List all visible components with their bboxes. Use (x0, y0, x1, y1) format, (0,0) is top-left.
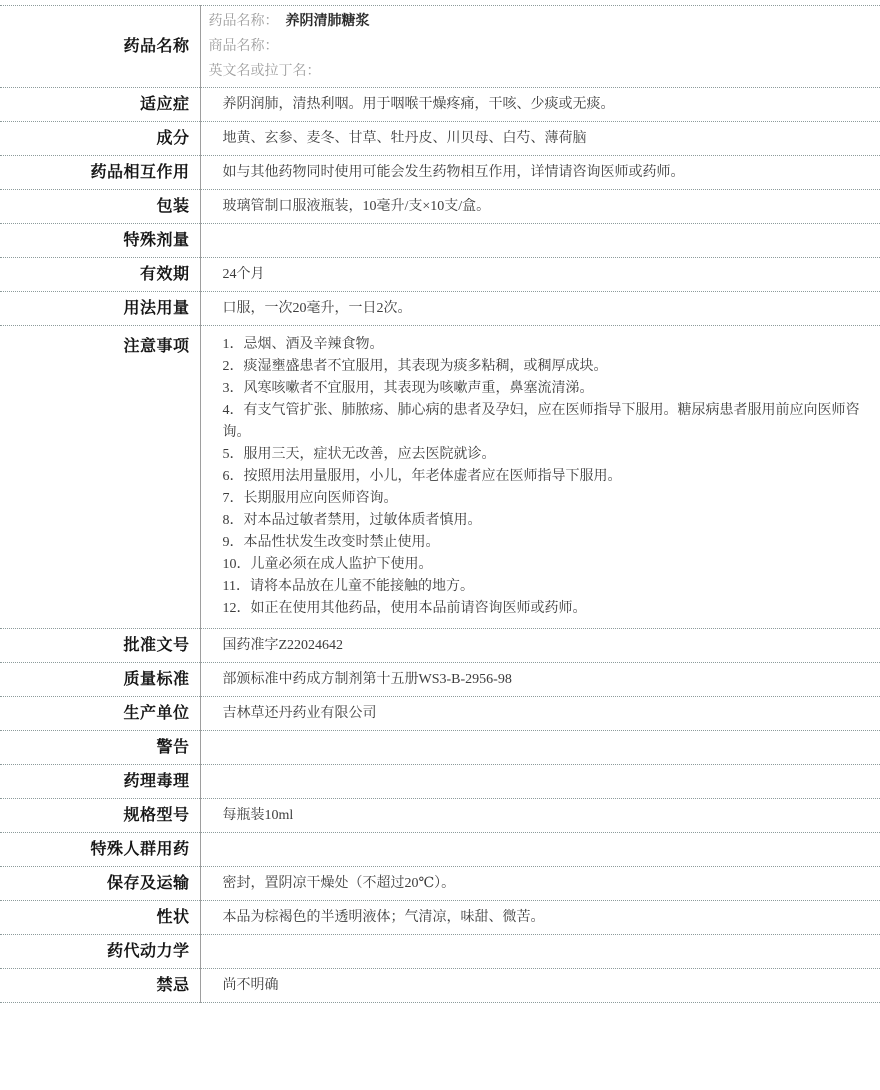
notes-item: 7．长期服用应向医师咨询。 (222, 491, 398, 506)
row-value: 养阴润肺，清热利咽。用于咽喉干燥疼痛，干咳、少痰或无痰。 (222, 97, 615, 112)
row-value: 吉林草还丹药业有限公司 (222, 706, 377, 721)
drug-name-cell (200, 6, 880, 88)
table-row (0, 799, 880, 833)
row-label: 成分 (0, 122, 200, 156)
row-value: 尚不明确 (222, 978, 279, 993)
table-row (0, 88, 880, 122)
row-value-list (200, 326, 880, 629)
table-row (0, 190, 880, 224)
row-value (200, 833, 880, 867)
generic-name-value: 养阴清肺糖浆 (285, 14, 370, 29)
notes-item: 12．如正在使用其他药品，使用本品前请咨询医师或药师。 (222, 601, 587, 616)
row-value: 玻璃管制口服液瓶装，10毫升/支×10支/盒。 (222, 199, 491, 214)
row-label: 禁忌 (0, 969, 200, 1003)
row-value: 部颁标准中药成方制剂第十五册WS3-B-2956-98 (222, 672, 512, 687)
row-label: 特殊人群用药 (0, 833, 200, 867)
notes-item: 8．对本品过敏者禁用，过敏体质者慎用。 (222, 513, 482, 528)
row-label: 用法用量 (0, 292, 200, 326)
row-label: 性状 (0, 901, 200, 935)
row-value: 国药准字Z22024642 (222, 638, 344, 653)
table-row (0, 224, 880, 258)
row-label: 生产单位 (0, 697, 200, 731)
row-label: 有效期 (0, 258, 200, 292)
row-label: 药品名称 (0, 6, 200, 88)
drug-info-table (0, 5, 880, 1003)
latin-name-line (209, 59, 869, 84)
row-label: 包装 (0, 190, 200, 224)
notes-item: 1．忌烟、酒及辛辣食物。 (222, 337, 384, 352)
table-row (0, 901, 880, 935)
trade-name-line (209, 34, 869, 59)
row-label: 保存及运输 (0, 867, 200, 901)
table-row (0, 833, 880, 867)
table-row (0, 156, 880, 190)
row-value: 每瓶装10ml (222, 808, 294, 823)
row-label: 药品相互作用 (0, 156, 200, 190)
notes-item: 11．请将本品放在儿童不能接触的地方。 (222, 579, 474, 594)
table-row (0, 258, 880, 292)
row-label: 适应症 (0, 88, 200, 122)
row-value: 密封，置阴凉干燥处（不超过20℃）。 (222, 876, 456, 891)
trade-name-prefix: 商品名称： (208, 39, 279, 54)
notes-item: 5．服用三天，症状无改善，应去医院就诊。 (222, 447, 496, 462)
row-label: 药代动力学 (0, 935, 200, 969)
table-row (0, 292, 880, 326)
table-row (0, 765, 880, 799)
notes-item: 4．有支气管扩张、肺脓疡、肺心病的患者及孕妇，应在医师指导下服用。糖尿病患者服用前应向医师咨询。 (222, 403, 860, 440)
notes-item: 2．痰湿壅盛患者不宜服用，其表现为痰多粘稠，或稠厚成块。 (222, 359, 608, 374)
generic-name-prefix: 药品名称： (208, 14, 279, 29)
table-row (0, 629, 880, 663)
row-label: 质量标准 (0, 663, 200, 697)
notes-item: 6．按照用法用量服用，小儿，年老体虚者应在医师指导下服用。 (222, 469, 622, 484)
table-row (0, 663, 880, 697)
notes-item: 3．风寒咳嗽者不宜服用，其表现为咳嗽声重，鼻塞流清涕。 (222, 381, 594, 396)
row-label: 批准文号 (0, 629, 200, 663)
table-row (0, 122, 880, 156)
row-value (200, 765, 880, 799)
table-row (0, 731, 880, 765)
row-label: 特殊剂量 (0, 224, 200, 258)
row-value: 本品为棕褐色的半透明液体；气清凉，味甜、微苦。 (222, 910, 545, 925)
generic-name-line (209, 9, 869, 34)
row-label: 注意事项 (0, 326, 200, 629)
notes-item: 9．本品性状发生改变时禁止使用。 (222, 535, 440, 550)
row-label: 药理毒理 (0, 765, 200, 799)
row-value: 地黄、玄参、麦冬、甘草、牡丹皮、川贝母、白芍、薄荷脑 (222, 131, 587, 146)
table-row (0, 326, 880, 629)
table-row (0, 935, 880, 969)
row-value (200, 731, 880, 765)
notes-item: 10．儿童必须在成人监护下使用。 (222, 557, 433, 572)
table-row (0, 697, 880, 731)
table-row (0, 867, 880, 901)
row-value: 如与其他药物同时使用可能会发生药物相互作用，详情请咨询医师或药师。 (222, 165, 685, 180)
row-value: 24个月 (222, 267, 265, 282)
row-label: 警告 (0, 731, 200, 765)
row-value (200, 224, 880, 258)
row-value (200, 935, 880, 969)
row-value: 口服，一次20毫升，一日2次。 (222, 301, 412, 316)
table-row (0, 969, 880, 1003)
latin-name-prefix: 英文名或拉丁名： (208, 64, 321, 79)
row-label: 规格型号 (0, 799, 200, 833)
table-row-drug-name (0, 6, 880, 88)
